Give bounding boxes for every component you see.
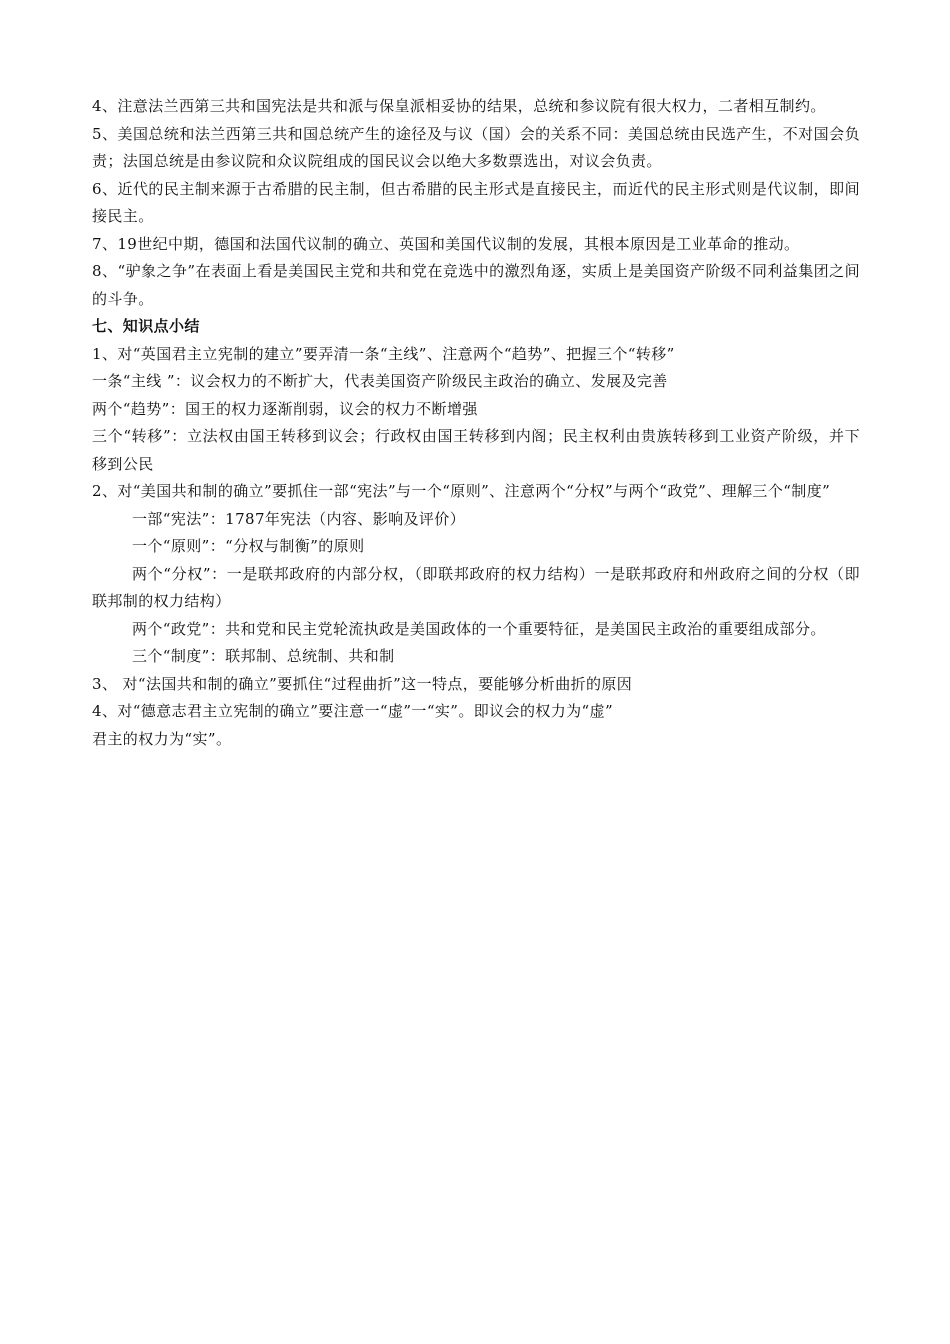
- paragraph-point-5: 5、美国总统和法兰西第三共和国总统产生的途径及与议（国）会的关系不同：美国总统由民选产生，不对国会负责；法国总统是由参议院和众议院组成的国民议会以绝大多数票选出，对议会负责。: [92, 124, 860, 170]
- summary-item-1: 1、对“英国君主立宪制的建立”要弄清一条“主线”、注意两个“趋势”、把握三个“转移”: [92, 344, 675, 363]
- paragraph-point-7: 7、19世纪中期，德国和法国代议制的确立、英国和美国代议制的发展，其根本原因是工业革命的推动。: [92, 234, 800, 253]
- summary-item-3: 3、 对“法国共和制的确立”要抓住“过程曲折”这一特点，要能够分析曲折的原因: [92, 674, 633, 693]
- summary-item-2: 2、对“美国共和制的确立”要抓住一部“宪法”与一个“原则”、注意两个“分权”与两个“政党”、理解三个“制度”: [92, 482, 831, 500]
- document-body: [92, 93, 860, 753]
- paragraph-point-8: 8、“驴象之争”在表面上看是美国民主党和共和党在竞选中的激烈角逐，实质上是美国资产阶级不同利益集团之间的斗争。: [92, 262, 860, 308]
- summary-three-transfers: 三个“转移”：立法权由国王转移到议会；行政权由国王转移到内阁；民主权利由贵族转移到工业资产阶级，并下移到公民: [92, 427, 860, 473]
- paragraph-point-4: 4、注意法兰西第三共和国宪法是共和派与保皇派相妥协的结果，总统和参议院有很大权力，二者相互制约。: [92, 97, 826, 115]
- summary-three-systems: 三个“制度”：联邦制、总统制、共和制: [132, 647, 395, 665]
- summary-two-trends: 两个“趋势”：国王的权力逐渐削弱，议会的权力不断增强: [92, 399, 478, 418]
- section-heading-summary: 七、知识点小结: [92, 317, 200, 335]
- summary-constitution: 一部“宪法”：1787年宪法（内容、影响及评价）: [132, 509, 466, 528]
- summary-political-parties: 两个“政党”：共和党和民主党轮流执政是美国政体的一个重要特征，是美国民主政治的重要组成部分。: [132, 619, 826, 638]
- summary-principle: 一个“原则”：“分权与制衡”的原则: [132, 537, 365, 555]
- summary-main-line: 一条“主线 ”：议会权力的不断扩大，代表美国资产阶级民主政治的确立、发展及完善: [92, 372, 668, 390]
- summary-item-4-continued: 君主的权力为“实”。: [92, 729, 232, 748]
- summary-separation-of-powers: 两个“分权”：一是联邦政府的内部分权，（即联邦政府的权力结构）一是联邦政府和州政府之间的分权（即联邦制的权力结构）: [92, 564, 860, 610]
- summary-item-4: 4、对“德意志君主立宪制的确立”要注意一“虚”一“实”。即议会的权力为“虚”: [92, 702, 614, 720]
- paragraph-point-6: 6、近代的民主制来源于古希腊的民主制，但古希腊的民主形式是直接民主，而近代的民主形式则是代议制，即间接民主。: [92, 179, 860, 225]
